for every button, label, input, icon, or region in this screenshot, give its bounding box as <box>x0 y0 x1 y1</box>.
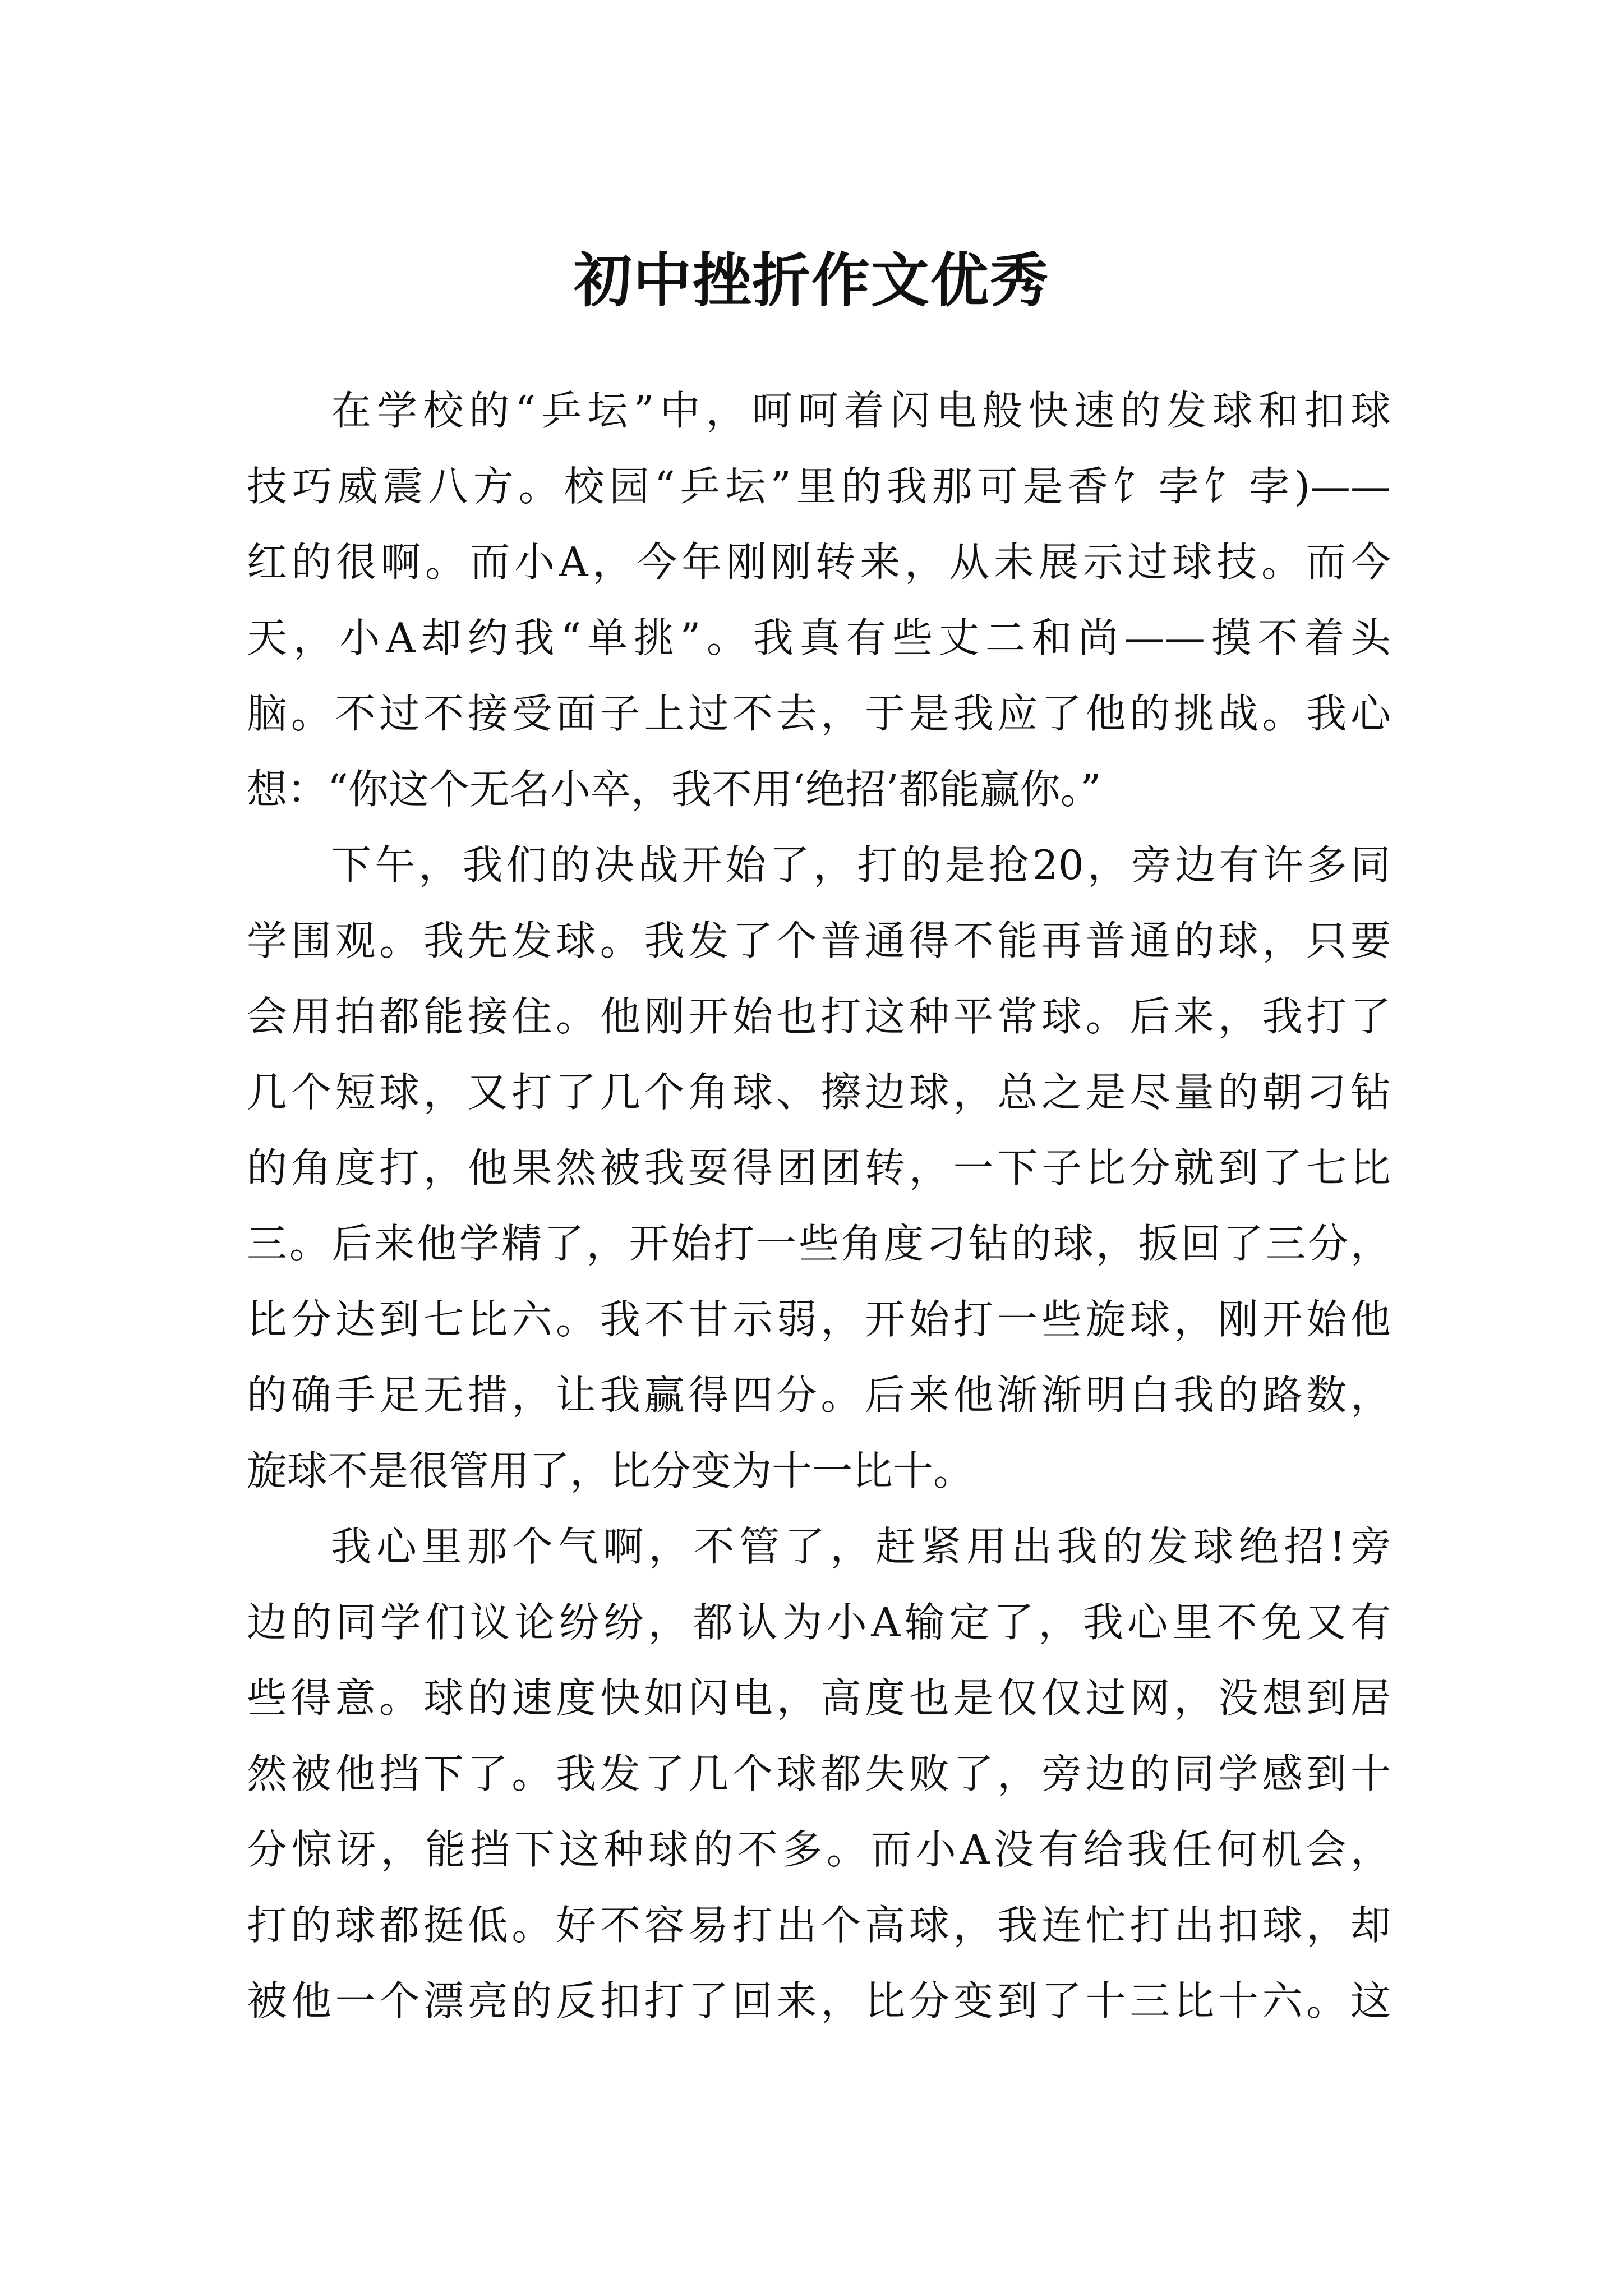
paragraph-1 <box>247 373 1391 827</box>
document-title: 初中挫折作文优秀 <box>573 245 1049 315</box>
text-line: 脑。不过不接受面子上过不去，于是我应了他的挑战。我心 <box>247 690 1391 737</box>
text-line: 打的球都挺低。好不容易打出个高球，我连忙打出扣球，却 <box>247 1902 1391 1949</box>
text-line: 天，小A却约我“单挑”。我真有些丈二和尚——摸不着头 <box>247 614 1391 661</box>
text-line: 会用拍都能接住。他刚开始也打这种平常球。后来，我打了 <box>247 993 1391 1040</box>
text-line: 学围观。我先发球。我发了个普通得不能再普通的球，只要 <box>247 917 1391 964</box>
paragraph-3 <box>247 1509 1391 2039</box>
text-line: 些得意。球的速度快如闪电，高度也是仅仅过网，没想到居 <box>247 1674 1391 1722</box>
text-line: 边的同学们议论纷纷，都认为小A输定了，我心里不免又有 <box>247 1599 1391 1646</box>
text-line: 几个短球，又打了几个角球、擦边球，总之是尽量的朝刁钻 <box>247 1069 1391 1116</box>
text-line: 我心里那个气啊，不管了，赶紧用出我的发球绝招!旁 <box>331 1523 1391 1570</box>
document-body <box>247 373 1391 2039</box>
text-line: 旋球不是很管用了，比分变为十一比十。 <box>247 1447 974 1494</box>
text-line: 分惊讶，能挡下这种球的不多。而小A没有给我任何机会， <box>247 1826 1391 1873</box>
text-line: 想：“你这个无名小卒，我不用‘绝招’都能赢你。” <box>247 766 1101 813</box>
text-line: 在学校的“乒坛”中，呵呵着闪电般快速的发球和扣球 <box>331 387 1391 434</box>
text-line: 技巧威震八方。校园“乒坛”里的我那可是香饣孛饣孛)—— <box>247 463 1391 510</box>
text-line: 然被他挡下了。我发了几个球都失败了，旁边的同学感到十 <box>247 1750 1391 1797</box>
text-line: 被他一个漂亮的反扣打了回来，比分变到了十三比十六。这 <box>247 1977 1391 2024</box>
text-line: 比分达到七比六。我不甘示弱，开始打一些旋球，刚开始他 <box>247 1296 1391 1343</box>
text-line: 的角度打，他果然被我耍得团团转，一下子比分就到了七比 <box>247 1144 1391 1191</box>
text-line: 下午，我们的决战开始了，打的是抢20，旁边有许多同 <box>331 841 1391 889</box>
paragraph-2 <box>247 827 1391 1509</box>
text-line: 三。后来他学精了，开始打一些角度刁钻的球，扳回了三分， <box>247 1220 1391 1267</box>
text-line: 红的很啊。而小A，今年刚刚转来，从未展示过球技。而今 <box>247 539 1391 586</box>
text-line: 的确手足无措，让我赢得四分。后来他渐渐明白我的路数， <box>247 1372 1391 1419</box>
